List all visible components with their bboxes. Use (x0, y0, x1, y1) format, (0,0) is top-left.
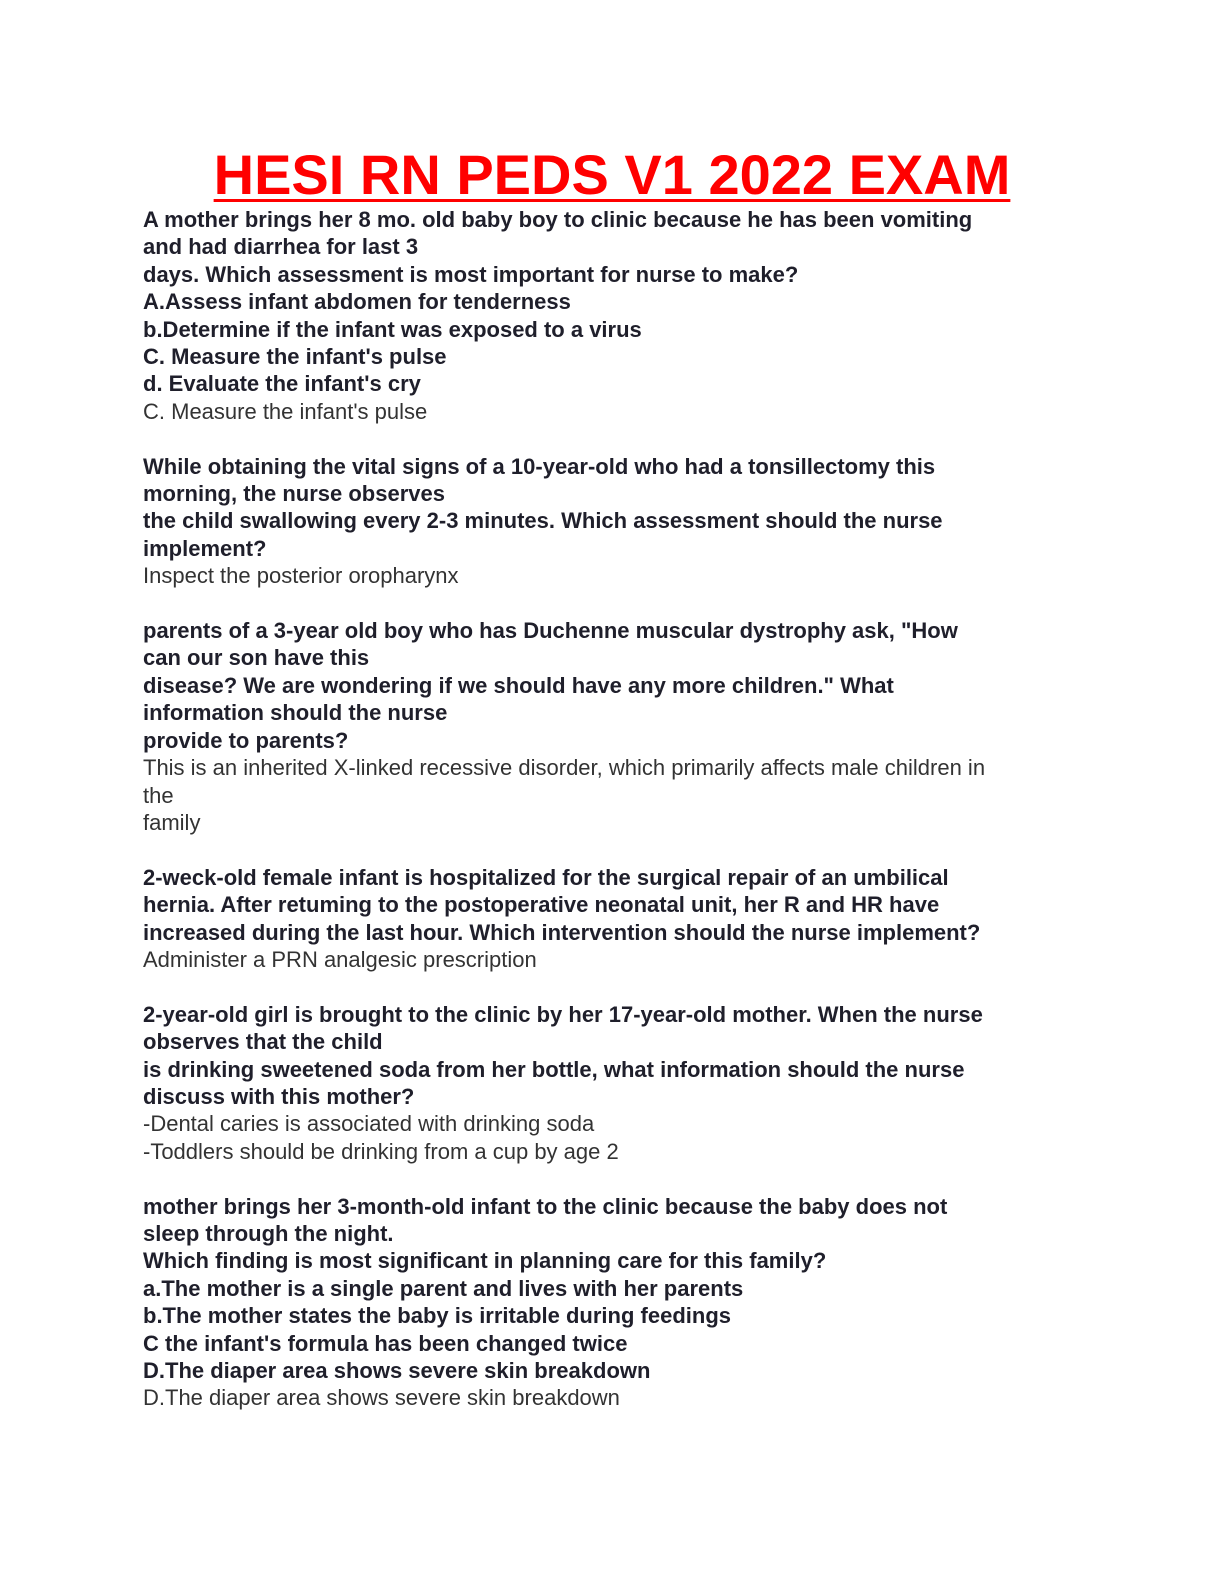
question-text-line: and had diarrhea for last 3 (143, 234, 419, 260)
question-text-line: days. Which assessment is most important for nurse to make? (143, 261, 799, 287)
question-text-line: observes that the child (143, 1029, 383, 1055)
question-block (143, 1193, 1073, 1412)
correct-answer: family (143, 809, 201, 835)
question-text-line: 2-year-old girl is brought to the clinic by her 17-year-old mother. When the nurse (143, 1001, 983, 1027)
question-text-line: the child swallowing every 2-3 minutes. Which assessment should the nurse (143, 508, 943, 534)
answer-option: D.The diaper area shows severe skin breakdown (143, 1357, 651, 1383)
correct-answer: Inspect the posterior oropharynx (143, 563, 459, 589)
answer-option: A.Assess infant abdomen for tenderness (143, 289, 571, 315)
question-block (143, 864, 1073, 974)
question-text-line: provide to parents? (143, 727, 349, 753)
question-list (143, 206, 1073, 1439)
question-text-line: morning, the nurse observes (143, 481, 445, 507)
answer-option: b.Determine if the infant was exposed to a virus (143, 316, 642, 342)
question-text-line: parents of a 3-year old boy who has Duchenne muscular dystrophy ask, "How (143, 618, 958, 644)
question-text-line: increased during the last hour. Which intervention should the nurse implement? (143, 919, 981, 945)
question-block (143, 206, 1073, 425)
question-text-line: disease? We are wondering if we should have any more children." What (143, 672, 894, 698)
question-text-line: mother brings her 3-month-old infant to the clinic because the baby does not (143, 1193, 948, 1219)
question-text-line: can our son have this (143, 645, 370, 671)
question-text-line: While obtaining the vital signs of a 10-year-old who had a tonsillectomy this (143, 453, 936, 479)
question-text-line: 2-weck-old female infant is hospitalized for the surgical repair of an umbilical (143, 864, 949, 890)
question-text-line: implement? (143, 535, 267, 561)
question-text-line: discuss with this mother? (143, 1083, 415, 1109)
question-text-line: Which finding is most significant in planning care for this family? (143, 1248, 827, 1274)
answer-option: C the infant's formula has been changed twice (143, 1330, 628, 1356)
question-block (143, 1001, 1073, 1165)
answer-option: a.The mother is a single parent and lives with her parents (143, 1275, 744, 1301)
correct-answer: C. Measure the infant's pulse (143, 398, 428, 424)
correct-answer: the (143, 782, 174, 808)
correct-answer: Administer a PRN analgesic prescription (143, 946, 537, 972)
question-text-line: is drinking sweetened soda from her bottle, what information should the nurse (143, 1056, 965, 1082)
question-text-line: sleep through the night. (143, 1220, 394, 1246)
correct-answer: D.The diaper area shows severe skin breakdown (143, 1385, 620, 1411)
question-text-line: information should the nurse (143, 700, 448, 726)
question-text-line: A mother brings her 8 mo. old baby boy to clinic because he has been vomiting (143, 207, 973, 232)
correct-answer: -Toddlers should be drinking from a cup by age 2 (143, 1138, 619, 1164)
question-block (143, 453, 1073, 590)
answer-option: d. Evaluate the infant's cry (143, 371, 421, 397)
answer-option: C. Measure the infant's pulse (143, 344, 447, 370)
answer-option: b.The mother states the baby is irritable during feedings (143, 1303, 731, 1329)
correct-answer: This is an inherited X-linked recessive disorder, which primarily affects male children in (143, 755, 986, 781)
document-title: HESI RN PEDS V1 2022 EXAM (213, 143, 1011, 206)
question-text-line: hernia. After retuming to the postoperative neonatal unit, her R and HR have (143, 892, 940, 918)
question-block (143, 617, 1073, 836)
correct-answer: -Dental caries is associated with drinking soda (143, 1111, 595, 1137)
